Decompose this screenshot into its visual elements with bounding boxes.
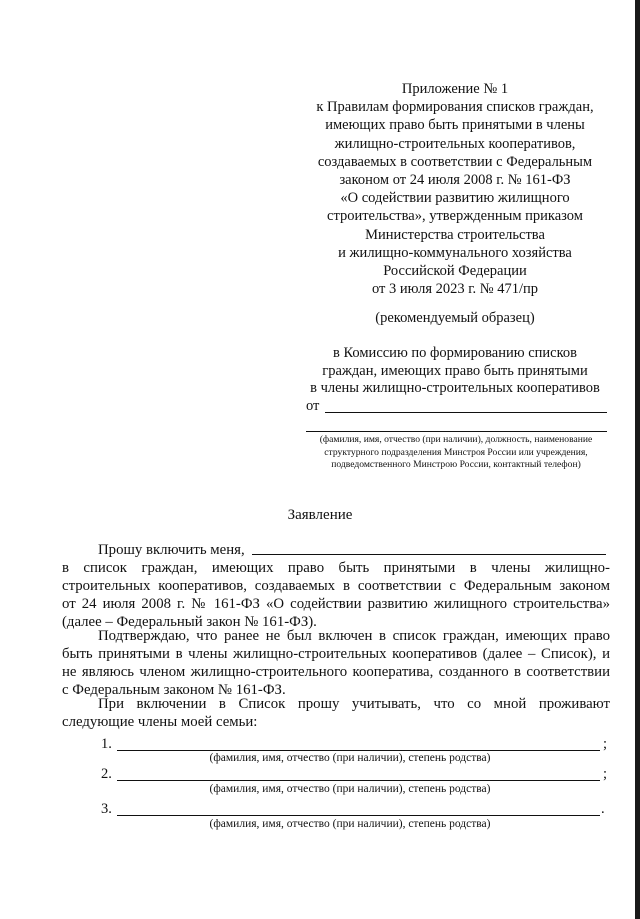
addressee-block [290, 345, 620, 398]
annex-line: от 3 июля 2023 г. № 471/пр [371, 281, 539, 298]
paragraph-request [62, 541, 610, 631]
annex-line: жилищно-строительных кооперативов, [334, 135, 576, 152]
row-terminator: ; [603, 736, 608, 752]
annex-line: Российской Федерации [383, 263, 527, 280]
family-member-caption: (фамилия, имя, отчество (при наличии), степень родства) [209, 818, 491, 830]
paragraph-line: с Федеральным законом № 161-ФЗ. [62, 682, 286, 699]
applicant-name-line[interactable] [252, 554, 606, 555]
request-first-line [62, 541, 610, 559]
caption-line: (фамилия, имя, отчество (при наличии), должность, наименование [319, 434, 593, 445]
scan-edge [635, 0, 640, 919]
paragraph-line: следующие члены моей семьи: [62, 714, 258, 731]
family-member-caption: (фамилия, имя, отчество (при наличии), степень родства) [209, 783, 491, 795]
annex-line: имеющих право быть принятыми в члены [325, 117, 585, 134]
annex-header [290, 80, 620, 298]
annex-line: к Правилам формирования списков граждан, [316, 99, 594, 116]
addressee-line: в члены жилищно-строительных кооперативов [310, 380, 600, 396]
family-member-field[interactable] [117, 815, 600, 816]
paragraph-line: При включении в Список прошу учитывать, что со мной проживают [98, 696, 610, 712]
caption-line: структурного подразделения Минстроя России или учреждения, [324, 446, 588, 458]
row-number: 1. [101, 736, 112, 752]
paragraph-line: строительных кооперативов, создаваемых в соответствии с Федеральным законом [62, 578, 610, 595]
paragraph-line: быть принятыми в члены жилищно-строительных кооперативов (далее – Список), и [62, 646, 610, 663]
paragraph-family [62, 695, 610, 731]
annex-line: строительства», утвержденным приказом [327, 208, 583, 225]
addressee-line: граждан, имеющих право быть принятыми [322, 362, 588, 379]
row-terminator: ; [603, 766, 608, 782]
request-label: Прошу включить меня, [98, 542, 245, 558]
paragraph-line: не являюсь членом жилищно-строительного кооператива, созданного в соответствии [62, 664, 610, 681]
row-number: 2. [101, 766, 112, 782]
paragraph-line: в список граждан, имеющих право быть принятыми в члены жилищно- [62, 560, 610, 576]
paragraph-line: Подтверждаю, что ранее не был включен в список граждан, имеющих право [98, 628, 610, 644]
paragraph-confirmation [62, 627, 610, 699]
from-label: от [306, 398, 320, 414]
caption-line: подведомственного Минстрою России, контактный телефон) [331, 459, 581, 471]
row-number: 3. [101, 801, 112, 817]
recommended-sample-note: (рекомендуемый образец) [375, 310, 535, 326]
document-title: Заявление [287, 507, 353, 523]
annex-line: и жилищно-коммунального хозяйства [338, 244, 572, 261]
paragraph-line: (далее – Федеральный закон № 161-ФЗ). [62, 614, 317, 631]
applicant-field-line[interactable] [325, 412, 607, 413]
annex-line: законом от 24 июля 2008 г. № 161-ФЗ [339, 172, 571, 189]
annex-line: создаваемых в соответствии с Федеральным [317, 153, 593, 170]
annex-line: Министерства строительства [365, 226, 545, 243]
paragraph-line: от 24 июля 2008 г. № 161-ФЗ «О содействии развитию жилищного строительства» [62, 596, 610, 613]
applicant-field-line-2[interactable] [306, 431, 607, 432]
family-member-field[interactable] [117, 750, 600, 751]
family-member-field[interactable] [117, 780, 600, 781]
row-terminator: . [601, 801, 605, 817]
annex-line: «О содействии развитию жилищного [340, 190, 570, 207]
addressee-line: в Комиссию по формированию списков [332, 345, 578, 361]
annex-line: Приложение № 1 [401, 81, 509, 97]
family-member-caption: (фамилия, имя, отчество (при наличии), степень родства) [209, 752, 491, 764]
applicant-field-caption [300, 434, 612, 472]
